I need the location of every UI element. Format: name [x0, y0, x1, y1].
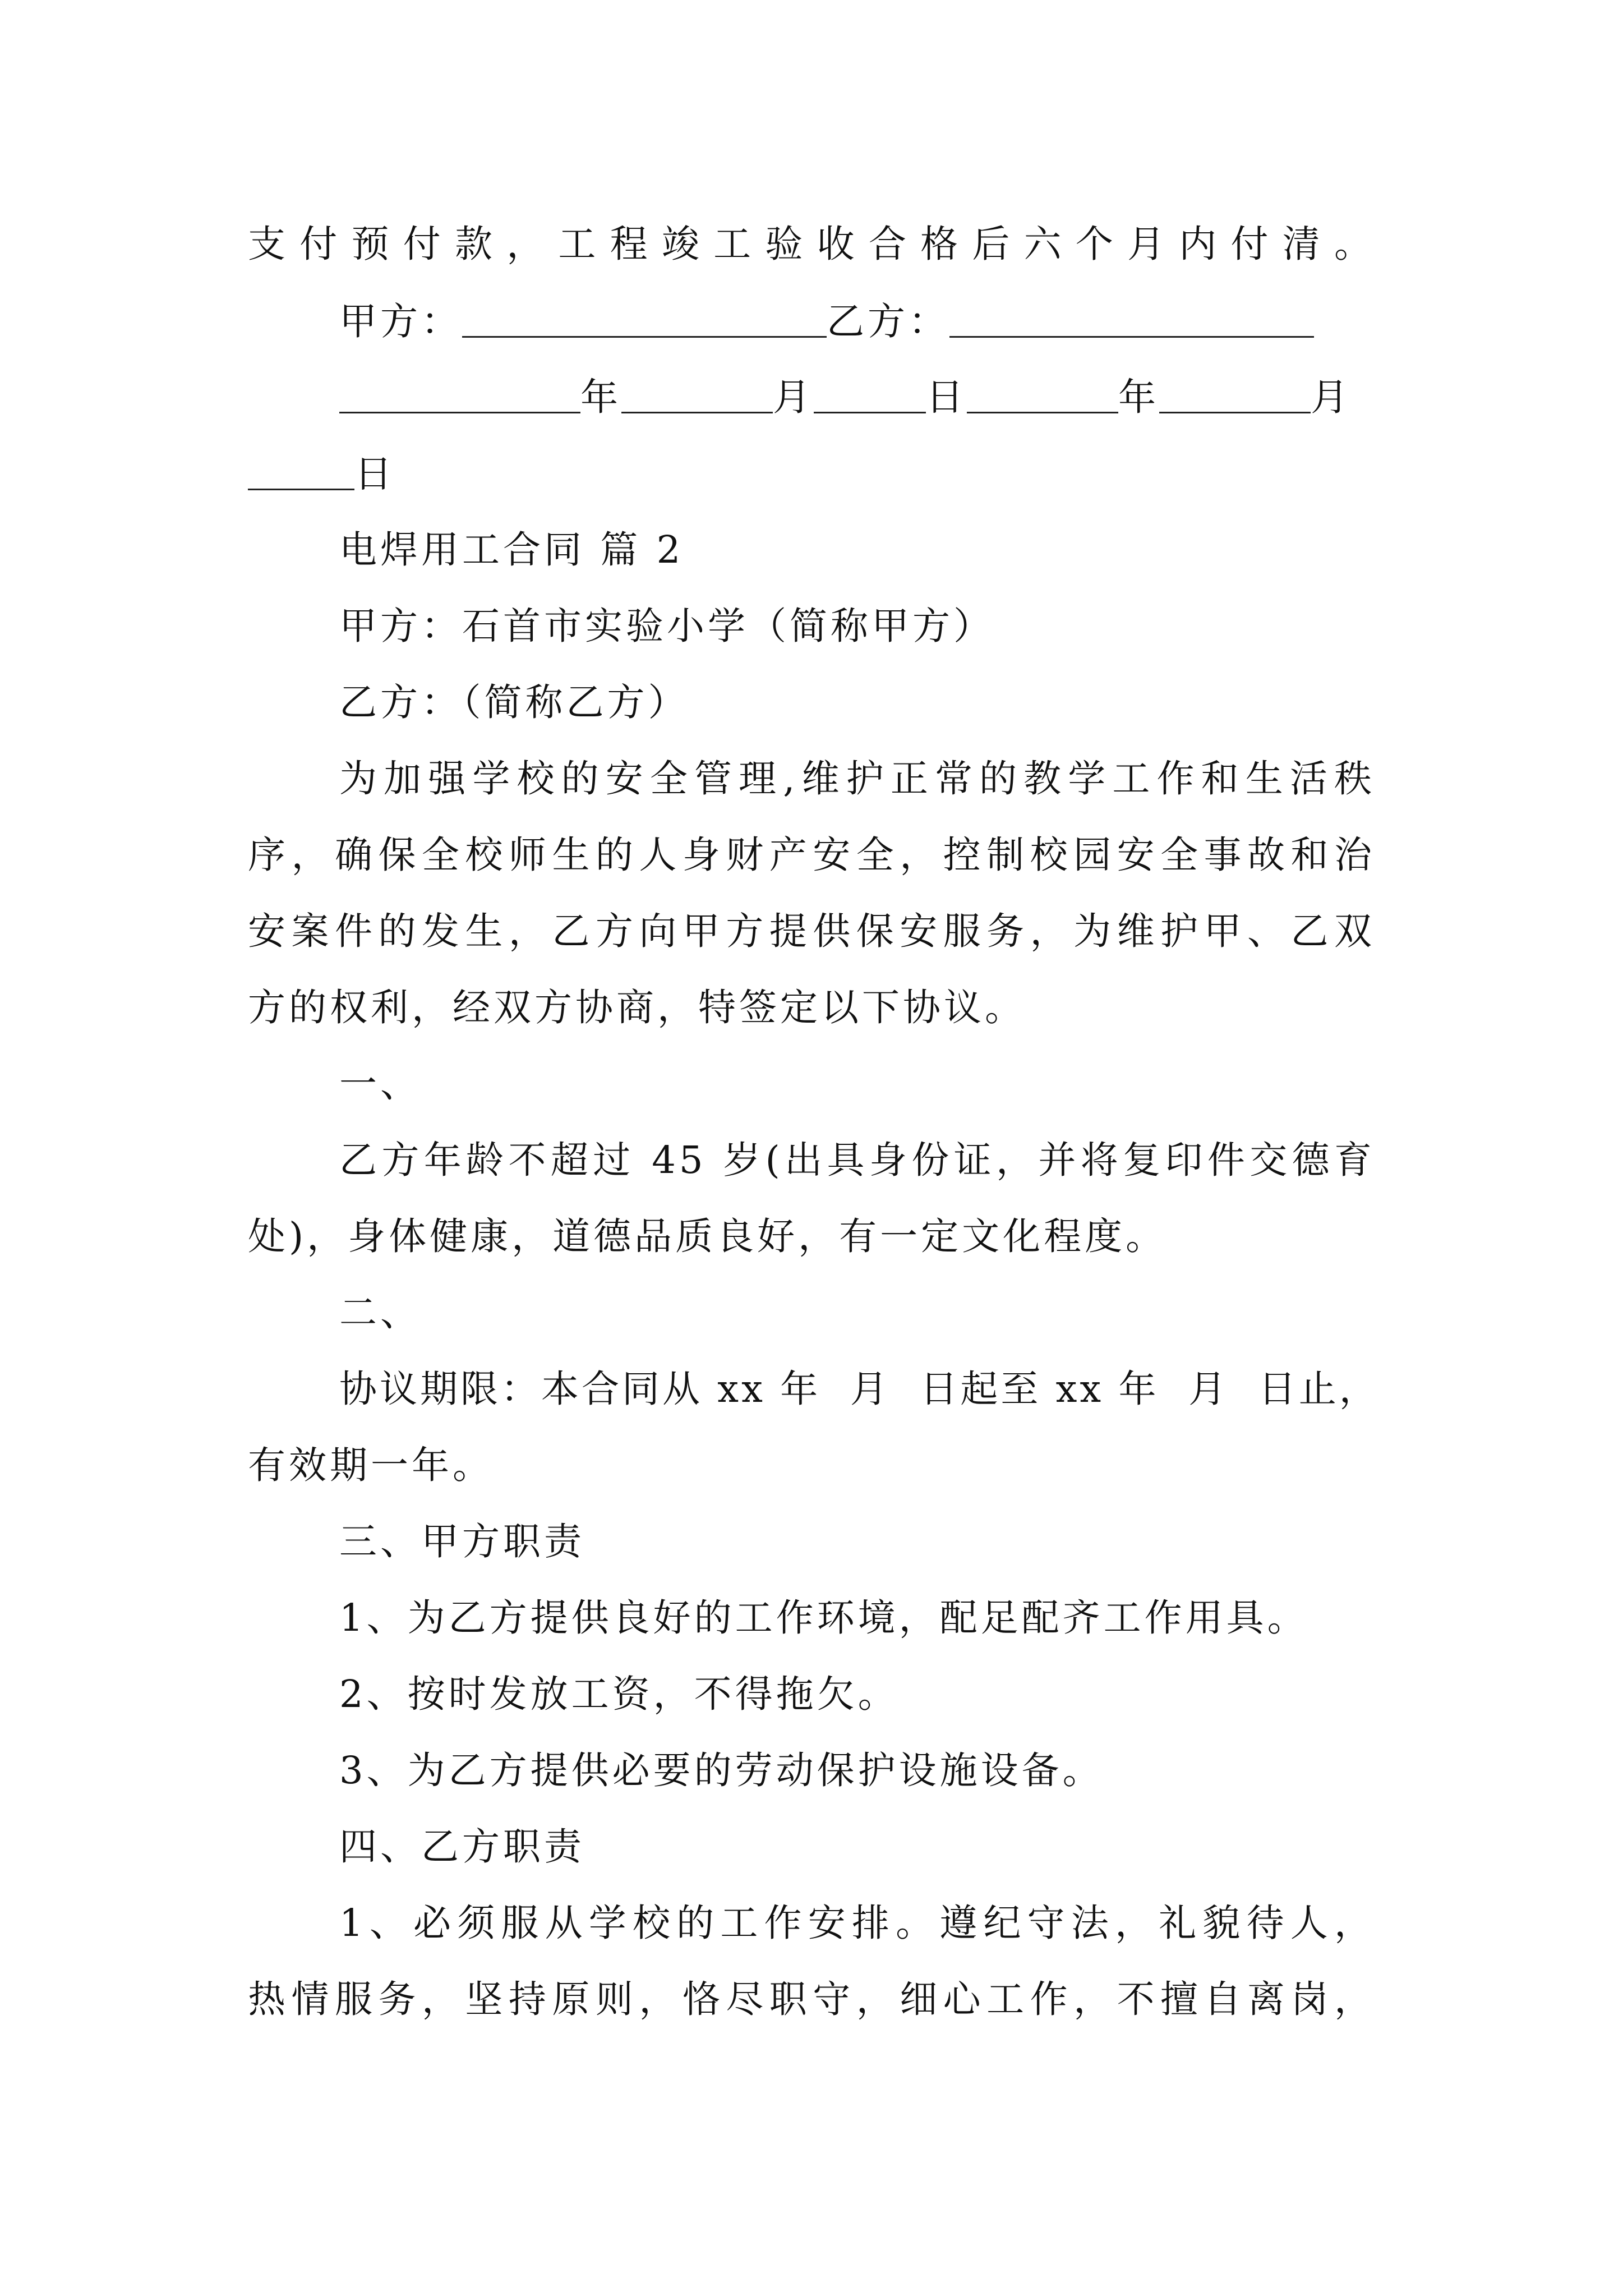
blank-underline: [462, 299, 827, 338]
section-heading: 电焊用工合同 篇 2: [339, 528, 684, 572]
text-line: 序，确保全校师生的人身财产安全，控制校园安全事故和治: [248, 833, 1375, 877]
blank-underline: [967, 375, 1118, 413]
date-day: 日: [926, 375, 967, 419]
date-year: 年: [1118, 375, 1159, 419]
text-line: 乙方年龄不超过 45 岁(出具身份证，并将复印件交德育: [339, 1138, 1375, 1182]
date-month: 月: [773, 375, 814, 419]
party-a-line: 甲方：石首市实验小学（简称甲方）: [339, 604, 994, 648]
date-line-continued: [248, 452, 395, 496]
text-line: 安案件的发生，乙方向甲方提供保安服务，为维护甲、乙双: [248, 909, 1375, 953]
section-heading: 四、乙方职责: [339, 1825, 585, 1869]
blank-underline: [248, 452, 354, 490]
blank-underline: [949, 299, 1314, 338]
text-line: 有效期一年。: [248, 1443, 494, 1487]
date-year: 年: [580, 375, 621, 419]
text-line: 处)，身体健康，道德品质良好，有一定文化程度。: [248, 1214, 1167, 1258]
text-line: 协议期限：本合同从 xx 年 月 日起至 xx 年 月 日止，: [339, 1367, 1380, 1411]
party-a-label: 甲方：: [339, 300, 462, 343]
section-number: 一、: [339, 1062, 421, 1106]
text-line: 支付预付款，工程竣工验收合格后六个月内付清。: [248, 222, 1375, 266]
party-b-label: 乙方：: [827, 300, 949, 343]
list-item: 1、为乙方提供良好的工作环境，配足配齐工作用具。: [339, 1596, 1308, 1640]
blank-underline: [814, 375, 926, 413]
text-line: 为加强学校的安全管理,维护正常的教学工作和生活秩: [339, 757, 1375, 800]
signature-line: [339, 299, 1314, 344]
list-item: 3、为乙方提供必要的劳动保护设施设备。: [339, 1749, 1104, 1792]
section-heading: 三、甲方职责: [339, 1520, 585, 1563]
date-day: 日: [354, 452, 395, 496]
party-b-line: 乙方：（简称乙方）: [339, 680, 689, 724]
blank-underline: [621, 375, 773, 413]
blank-underline: [1159, 375, 1311, 413]
text-line: 方的权利，经双方协商，特签定以下协议。: [248, 986, 1026, 1029]
list-item: 2、按时发放工资，不得拖欠。: [339, 1672, 899, 1716]
section-number: 二、: [339, 1291, 421, 1335]
list-item: 1、必须服从学校的工作安排。遵纪守法，礼貌待人，: [339, 1901, 1375, 1945]
blank-underline: [339, 375, 580, 413]
date-line: [339, 375, 1352, 420]
text-line: 热情服务，坚持原则，恪尽职守，细心工作，不擅自离岗，: [248, 1977, 1375, 2021]
date-month: 月: [1311, 375, 1352, 419]
